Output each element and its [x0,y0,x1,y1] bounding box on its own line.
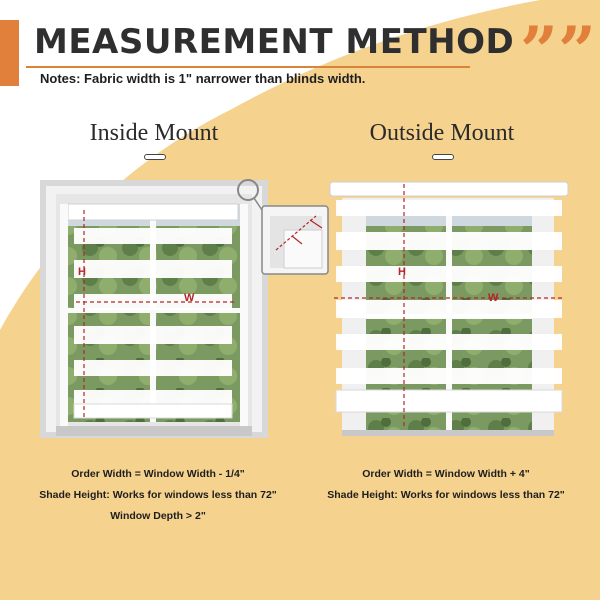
inside-width-label: W [184,292,195,304]
inside-mount-diagram [40,178,332,440]
outside-order-width: Order Width = Window Width + 4" [362,468,530,480]
page-title: MEASUREMENT METHOD [34,22,515,62]
quote-mark-icon: ”” [520,12,596,90]
outside-width-label: W [488,292,499,304]
inside-order-width: Order Width = Window Width - 1/4" [71,468,245,480]
inside-height-label: H [78,266,86,278]
inside-window-depth: Window Depth > 2" [110,510,206,522]
inside-shade-height: Shade Height: Works for windows less than 72" [39,489,277,501]
inside-mount-divider [144,154,166,160]
corner-zoom-inset [262,206,328,274]
notes-text: Notes: Fabric width is 1" narrower than blinds width. [40,71,366,86]
accent-bar [0,20,19,86]
inside-mount-heading: Inside Mount [89,120,219,146]
outside-mount-diagram [326,178,572,440]
title-underline [26,66,470,68]
outside-shade-height: Shade Height: Works for windows less than 72" [327,489,565,501]
outside-mount-divider [432,154,454,160]
outside-height-label: H [398,266,406,278]
outside-mount-heading: Outside Mount [369,120,515,146]
